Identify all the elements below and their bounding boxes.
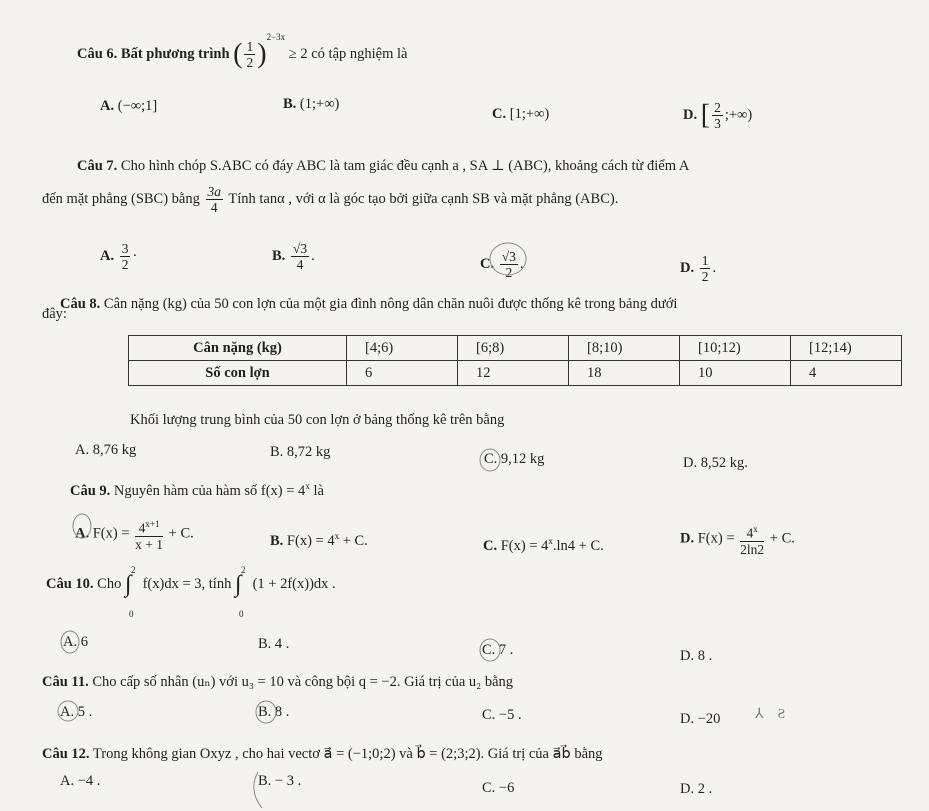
question-10: Câu 10. Cho ∫ 2 0 f(x)dx = 3, tính ∫ 2 0 (1 + 2f(x))dx . [46, 565, 336, 619]
question-text: Bất phương trình [120, 45, 230, 62]
table-cell: 18 [569, 361, 680, 386]
table-header-cell: Số con lợn [129, 361, 347, 386]
circle-mark [256, 701, 276, 723]
circle-mark [73, 514, 91, 538]
answer-b[interactable]: B. 4 . [258, 636, 290, 652]
exponent: 2−3x [266, 32, 286, 42]
circle-mark [61, 631, 79, 653]
answer-b[interactable]: B. 8 . [258, 704, 290, 720]
answer-b[interactable]: B. (1;+∞) [283, 96, 340, 112]
answer-a[interactable]: A. F(x) = $\frac{4^{x+1}}{x + 1}$ + C. [75, 519, 194, 552]
answer-a[interactable]: A. 6 [63, 634, 88, 650]
answer-b[interactable]: B. $F(x) = 4^x + C$. [270, 531, 368, 549]
circle-mark [490, 243, 526, 275]
answer-d[interactable]: D. $\frac{1}{2}$ . [680, 253, 717, 284]
circle-mark [480, 449, 500, 471]
answer-c[interactable]: C. [1;+∞) [492, 106, 550, 122]
answer-a[interactable]: A. $\frac{3}{2}$ · [100, 241, 138, 272]
question-12: Câu 12. Trong không gian Oxyz , cho hai vectơ a⃗ = (−1;0;2) và b⃗ = (2;3;2). Giá trị của a⃗b⃗ bằng [42, 746, 603, 762]
table-header-cell: Cân nặng (kg) [129, 336, 347, 361]
answer-c[interactable]: C. $F(x) = 4^x.\ln 4 + C$. [483, 536, 604, 554]
integral-symbol: ∫ 2 0 [124, 565, 136, 619]
circle-mark [480, 639, 500, 661]
question-text-rest: có tập nghiệm là [311, 45, 408, 62]
answer-d[interactable]: D. 8,52 kg. [683, 455, 748, 471]
table-cell: 6 [347, 361, 458, 386]
answer-c[interactable]: C. $\frac{√3}{2}$ . [480, 249, 524, 280]
answer-d[interactable]: D. [ $\frac{2}{3}$ ;+∞) [683, 99, 753, 131]
question-label: Câu 6. [77, 45, 118, 62]
answer-d[interactable]: D. 2 . [680, 781, 713, 797]
integral-symbol: ∫ 2 0 [234, 565, 246, 619]
answer-b[interactable]: B. $\frac{√3}{4}$ . [272, 241, 315, 272]
handwritten-mark: ⅄ Ƨ [755, 707, 786, 722]
table-cell: [10;12) [680, 336, 791, 361]
answer-a[interactable]: A. 8,76 kg [75, 442, 137, 458]
answer-a[interactable]: A. −4 . [60, 773, 101, 789]
answer-c[interactable]: C. 7 . [482, 642, 514, 658]
question-8-line2: đây: [42, 306, 67, 322]
table-cell: [12;14) [791, 336, 902, 361]
answer-b[interactable]: B. 8,72 kg [270, 444, 331, 460]
circle-mark [58, 701, 78, 721]
question-6: Câu 6. Bất phương trình ( $\frac{1}{2}$ )$^{2-3x}$ ≥ 2 có tập nghiệm là [77, 32, 408, 70]
table-cell: 10 [680, 361, 791, 386]
question-7-line2: đến mặt phẳng (SBC) bằng $\frac{3a}{4}$ Tính tanα , với α là góc tạo bởi giữa cạnh SB và mặt phẳng (ABC). [42, 184, 619, 215]
table-cell: [6;8) [458, 336, 569, 361]
question-8: Câu 8. Cân nặng (kg) của 50 con lợn của một gia đình nông dân chăn nuôi được thống kê trong bảng dưới [60, 296, 678, 312]
answer-d[interactable]: D. 8 . [680, 648, 713, 664]
answer-c[interactable]: C. −5 . [482, 707, 522, 723]
answer-a[interactable]: A. (−∞;1] [100, 98, 158, 114]
table-cell: [8;10) [569, 336, 680, 361]
table-cell: 12 [458, 361, 569, 386]
fraction: $\frac{1}{2}$ [246, 39, 254, 70]
question-9: Câu 9. Nguyên hàm của hàm số $f(x) = 4^x$ là [70, 481, 324, 499]
answer-d[interactable]: D. −20 [680, 711, 721, 727]
answer-d[interactable]: D. F(x) = $\frac{4^x}{2\ln 2}$ + C. [680, 524, 795, 557]
table-cell: [4;6) [347, 336, 458, 361]
answer-a[interactable]: A. 5 . [60, 704, 93, 720]
answer-c[interactable]: C. −6 [482, 780, 515, 796]
circle-mark [254, 772, 262, 808]
question-8-after: Khối lượng trung bình của 50 con lợn ở bảng thống kê trên bằng [130, 412, 505, 428]
answer-c[interactable]: C. 9,12 kg [484, 451, 545, 467]
question-11: Câu 11. Cho cấp số nhân (uₙ) với u₃ = 10 và công bội q = −2. Giá trị của u₂ bằng [42, 674, 514, 690]
table-cell: 4 [791, 361, 902, 386]
answer-b[interactable]: B. − 3 . [258, 773, 302, 789]
question-7: Câu 7. Cho hình chóp S.ABC có đáy ABC là tam giác đều cạnh a , SA ⊥ (ABC), khoảng cách từ điểm A [77, 158, 690, 174]
relation: ≥ 2 [288, 45, 308, 62]
